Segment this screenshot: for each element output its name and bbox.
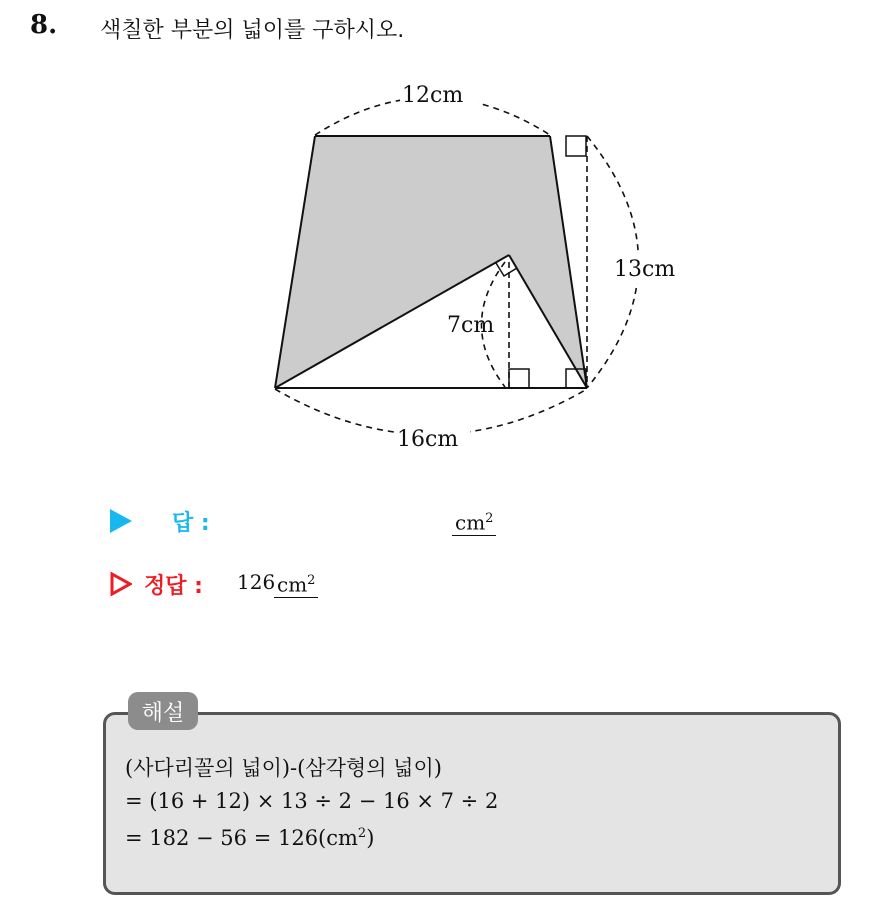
correct-answer-unit: $cm^2$ [274,570,318,598]
correct-answer-value: 126 [237,570,276,594]
answer-row [110,505,210,537]
bottom-length-label: 16cm [397,427,459,452]
explanation-line-2: = (16 + 12) × 13 ÷ 2 − 16 × 7 ÷ 2 [125,789,499,813]
outline-triangle-icon [110,572,132,596]
correct-answer-row [110,568,203,600]
answer-label: 답 : [172,510,210,536]
explanation-line-3: = $182 - 56 = 126(cm^2)$ [125,826,375,850]
right-angle-mark-top [566,136,586,156]
explanation-tag: 해설 [128,692,198,730]
top-length-label: 12cm [402,83,464,108]
right-length-label: 13cm [614,257,676,282]
question-text: 색칠한 부분의 넓이를 구하시오. [100,18,405,43]
question-number: 8. [30,10,58,40]
height-length-label: 7cm [447,313,495,338]
correct-answer-label: 정답 : [144,573,203,599]
explanation-line-1: (사다리꼴의 넓이)-(삼각형의 넓이) [125,756,442,780]
play-triangle-icon [110,509,132,533]
answer-unit: $cm^2$ [452,508,496,536]
